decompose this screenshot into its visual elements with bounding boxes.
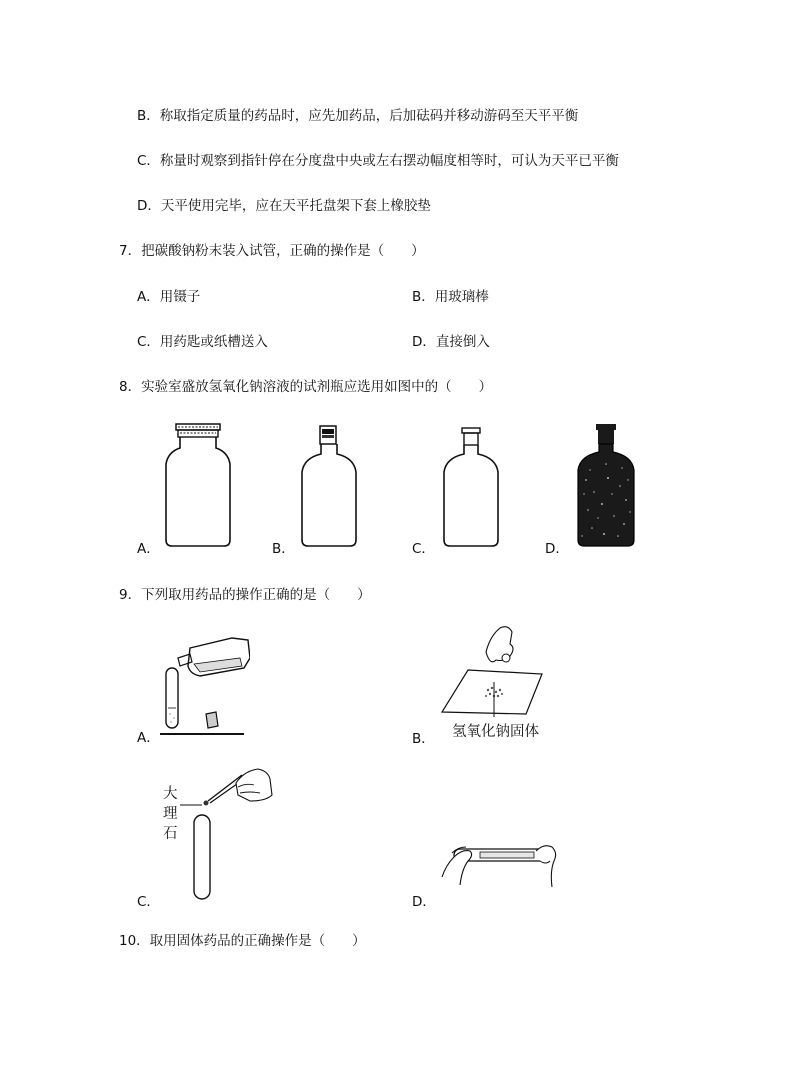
narrow-mouth-rubber-stopper-bottle-figure [298,420,360,550]
q8-label-c: C． [412,541,435,557]
q6-option-c: C．称量时观察到指针停在分度盘中央或左右摆动幅度相等时，可认为天平已平衡 [137,153,619,169]
pouring-liquid-figure [160,630,250,740]
q8-label-b: B． [272,541,295,557]
q9-stem: 9．下列取用药品的操作正确的是（ ） [119,587,371,603]
q9-label-b: B． [412,731,435,747]
q8-label-a: A． [137,541,160,557]
q9-caption-c-char-3: 石 [163,826,178,842]
q7-stem: 7．把碳酸钠粉末装入试管，正确的操作是（ ） [119,243,425,259]
tweezers-marble-test-tube-figure [180,765,275,905]
q8-label-d: D． [545,541,569,557]
q9-caption-c-char-1: 大 [163,786,178,802]
hand-taking-naoh-figure [438,622,548,717]
q7-option-c: C．用药匙或纸槽送入 [137,334,268,350]
hands-horizontal-test-tube-figure [440,825,565,895]
q9-label-a: A． [137,730,160,746]
q9-caption-naoh-solid: 氢氧化钠固体 [452,724,539,740]
q7-option-a: A．用镊子 [137,289,201,305]
q7-option-b: B．用玻璃棒 [412,289,489,305]
q8-stem: 8．实验室盛放氢氧化钠溶液的试剂瓶应选用如图中的（ ） [119,379,493,395]
q6-option-b: B．称取指定质量的药品时，应先加药品，后加砝码并移动游码至天平平衡 [137,108,579,124]
narrow-mouth-glass-stopper-bottle-figure [440,420,502,550]
q7-option-d: D．直接倒入 [412,334,490,350]
dark-narrow-mouth-bottle-figure [574,420,638,550]
q9-label-d: D． [412,894,436,910]
q6-option-d: D．天平使用完毕，应在天平托盘架下套上橡胶垫 [137,198,431,214]
q9-caption-c-char-2: 理 [163,806,178,822]
wide-mouth-bottle-figure [160,420,235,550]
q10-stem: 10．取用固体药品的正确操作是（ ） [119,933,366,949]
q9-label-c: C． [137,894,160,910]
